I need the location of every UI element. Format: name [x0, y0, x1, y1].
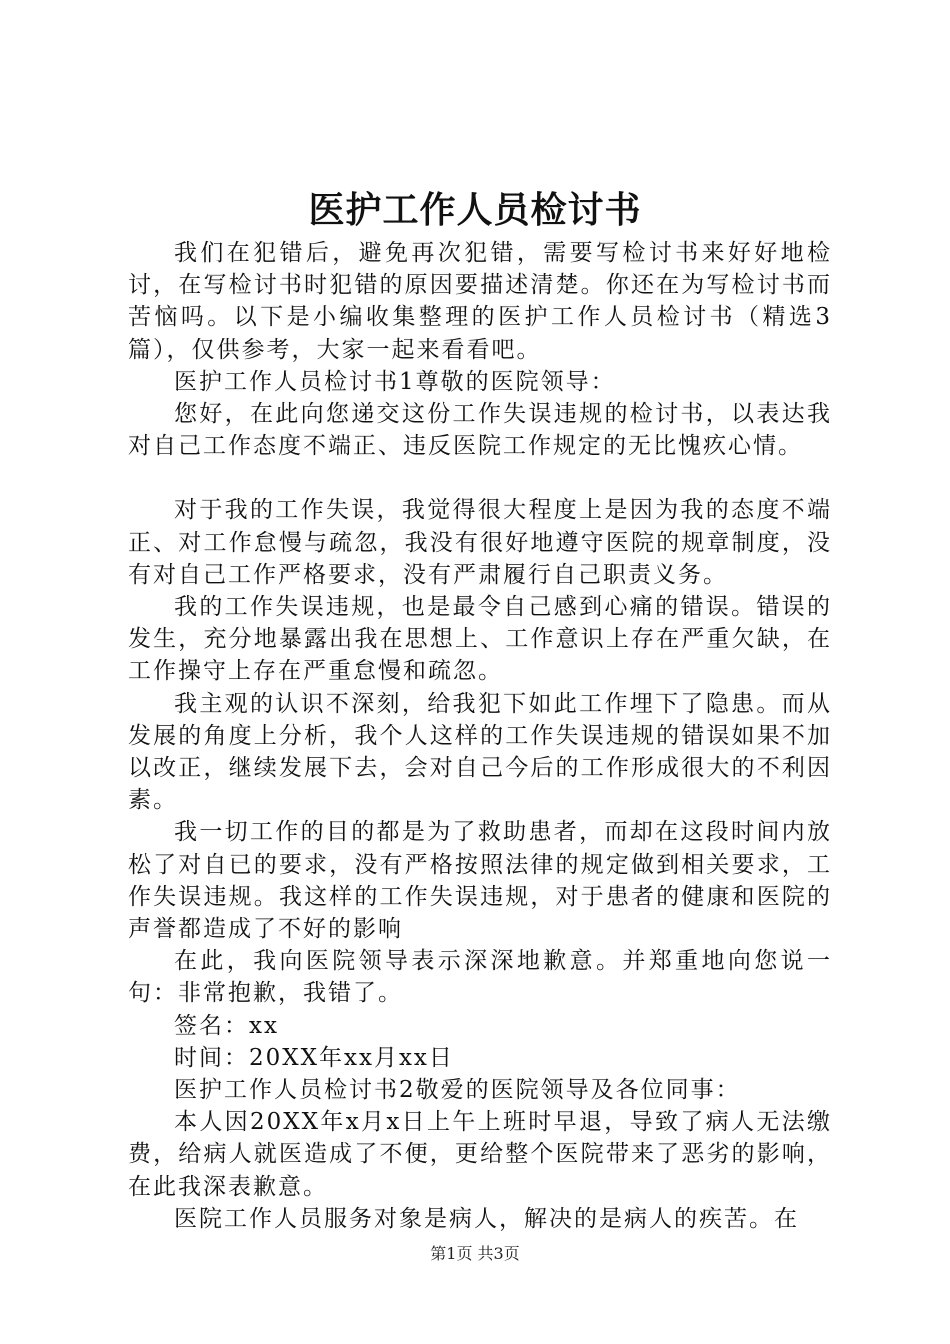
paragraph-body: 我主观的认识不深刻，给我犯下如此工作埋下了隐患。而从发展的角度上分析，我个人这样的工作失误违规的错误如果不加以改正，继续发展下去，会对自己今后的工作形成很大的不利因素。	[128, 690, 832, 814]
document-title: 医护工作人员检讨书	[308, 189, 642, 231]
paragraph-spacer	[128, 462, 832, 494]
page-footer: 第1页 共3页	[430, 1244, 520, 1263]
paragraph-letter2-heading: 医护工作人员检讨书2敬爱的医院领导及各位同事：	[174, 1077, 741, 1104]
paragraph-letter1-heading: 医护工作人员检讨书1尊敬的医院领导：	[174, 368, 616, 395]
paragraph-body: 医院工作人员服务对象是病人，解决的是病人的疾苦。在	[174, 1205, 799, 1232]
document-body	[128, 237, 832, 1235]
paragraph-body: 对于我的工作失误，我觉得很大程度上是因为我的态度不端正、对工作怠慢与疏忽，我没有很好地遵守医院的规章制度，没有对自己工作严格要求，没有严肃履行自己职责义务。	[128, 497, 832, 588]
paragraph-apology: 在此，我向医院领导表示深深地歉意。并郑重地向您说一句：非常抱歉，我错了。	[128, 948, 832, 1007]
paragraph-body: 本人因20XX年x月x日上午上班时早退，导致了病人无法缴费，给病人就医造成了不便，更给整个医院带来了恶劣的影响，在此我深表歉意。	[128, 1109, 832, 1200]
paragraph-date: 时间：20XX年xx月xx日	[174, 1044, 454, 1071]
paragraph-body: 我一切工作的目的都是为了救助患者，而却在这段时间内放松了对自已的要求，没有严格按照法律的规定做到相关要求，工作失误违规。我这样的工作失误违规，对于患者的健康和医院的声誉都造成了不好的影响	[128, 819, 832, 943]
paragraph-intro: 我们在犯错后，避免再次犯错，需要写检讨书来好好地检讨，在写检讨书时犯错的原因要描述清楚。你还在为写检讨书而苦恼吗。以下是小编收集整理的医护工作人员检讨书（精选3篇），仅供参考，大家一起来看看吧。	[128, 240, 832, 363]
paragraph-body: 我的工作失误违规，也是最令自己感到心痛的错误。错误的发生，充分地暴露出我在思想上、工作意识上存在严重欠缺，在工作操守上存在严重怠慢和疏忽。	[128, 594, 832, 685]
paragraph-signature: 签名：xx	[174, 1012, 279, 1039]
paragraph-greeting: 您好，在此向您递交这份工作失误违规的检讨书，以表达我对自己工作态度不端正、违反医院工作规定的无比愧疚心情。	[128, 401, 832, 460]
